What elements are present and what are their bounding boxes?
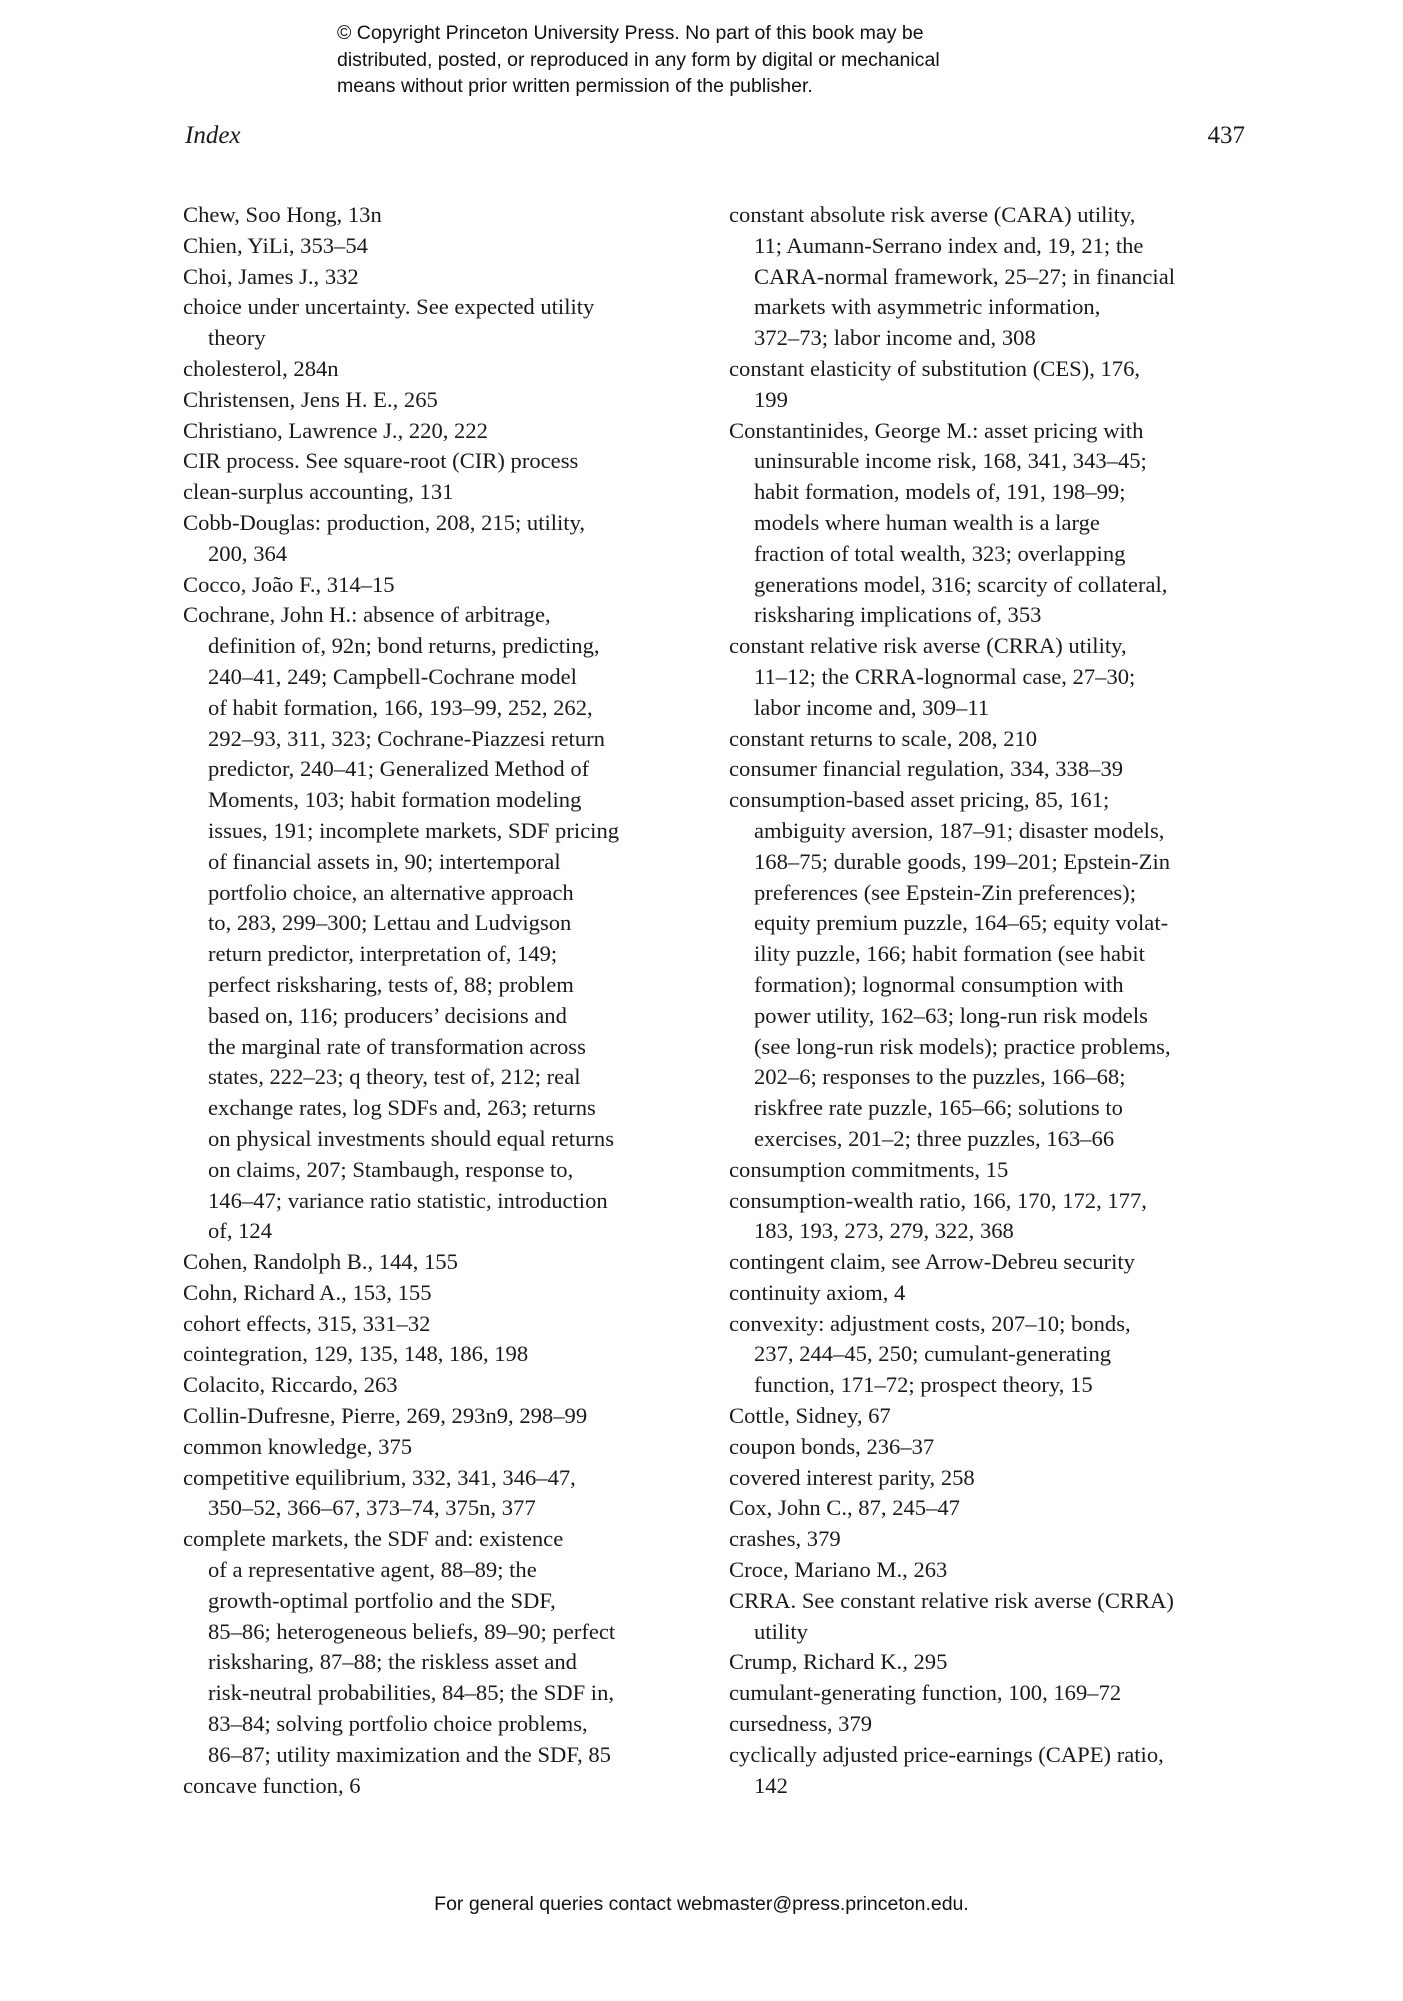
index-entry-continuation: (see long-run risk models); practice problems, — [754, 1033, 1171, 1059]
index-entry-continuation: preferences (see Epstein-Zin preferences); — [754, 879, 1136, 905]
index-entry: Christensen, Jens H. E., 265 — [183, 386, 438, 412]
page-number: 437 — [1207, 122, 1245, 149]
index-entry: Collin-Dufresne, Pierre, 269, 293n9, 298–99 — [183, 1403, 588, 1429]
index-entry-continuation: to, 283, 299–300; Lettau and Ludvigson — [208, 910, 572, 936]
index-entry-continuation: 85–86; heterogeneous beliefs, 89–90; perfect — [208, 1618, 616, 1644]
index-entry-continuation: of, 124 — [208, 1218, 273, 1244]
index-entry: continuity axiom, 4 — [729, 1279, 906, 1305]
index-entry: Choi, James J., 332 — [183, 263, 359, 289]
index-entry: Cottle, Sidney, 67 — [729, 1403, 891, 1429]
index-entry: cohort effects, 315, 331–32 — [183, 1310, 431, 1336]
index-entry: clean-surplus accounting, 131 — [183, 479, 454, 505]
index-entry-continuation: 202–6; responses to the puzzles, 166–68; — [754, 1064, 1126, 1090]
index-entry-continuation: 86–87; utility maximization and the SDF, 85 — [208, 1741, 611, 1767]
index-entry: Cohn, Richard A., 153, 155 — [183, 1279, 432, 1305]
index-entry-continuation: 142 — [754, 1772, 788, 1798]
index-entry-continuation: risksharing, 87–88; the riskless asset and — [208, 1649, 577, 1675]
index-entry-continuation: 146–47; variance ratio statistic, introduction — [208, 1187, 608, 1213]
index-entry-continuation: habit formation, models of, 191, 198–99; — [754, 479, 1126, 505]
index-entry-continuation: riskfree rate puzzle, 165–66; solutions to — [754, 1095, 1123, 1121]
copyright-line: distributed, posted, or reproduced in any form by digital or mechanical — [337, 48, 940, 71]
index-entry-continuation: growth-optimal portfolio and the SDF, — [208, 1587, 556, 1613]
index-entry-continuation: 350–52, 366–67, 373–74, 375n, 377 — [208, 1495, 536, 1521]
index-entry-continuation: ility puzzle, 166; habit formation (see habit — [754, 941, 1145, 967]
index-entry-continuation: formation); lognormal consumption with — [754, 971, 1124, 997]
index-entry-continuation: return predictor, interpretation of, 149; — [208, 941, 558, 967]
index-entry-continuation: 200, 364 — [208, 540, 288, 566]
index-entry: Chien, YiLi, 353–54 — [183, 232, 368, 258]
index-entry: cursedness, 379 — [729, 1711, 873, 1737]
index-entry-continuation: predictor, 240–41; Generalized Method of — [208, 756, 590, 782]
index-entry-continuation: 372–73; labor income and, 308 — [754, 325, 1036, 351]
running-head-title: Index — [185, 122, 241, 149]
index-entry: Cocco, João F., 314–15 — [183, 571, 395, 597]
index-entry: competitive equilibrium, 332, 341, 346–47, — [183, 1464, 576, 1490]
index-entry: Christiano, Lawrence J., 220, 222 — [183, 417, 488, 443]
index-entry-continuation: CARA-normal framework, 25–27; in financial — [754, 263, 1176, 289]
index-entry-continuation: risk-neutral probabilities, 84–85; the SDF in, — [208, 1680, 615, 1706]
index-entry: consumption-based asset pricing, 85, 161; — [729, 787, 1110, 813]
index-entry: consumption commitments, 15 — [729, 1156, 1009, 1182]
index-entry: covered interest parity, 258 — [729, 1464, 975, 1490]
copyright-line: © Copyright Princeton University Press. No part of this book may be — [337, 22, 924, 44]
index-entry-continuation: perfect risksharing, tests of, 88; problem — [208, 971, 574, 997]
index-entry: constant relative risk averse (CRRA) utility, — [729, 633, 1127, 659]
index-entry-continuation: of a representative agent, 88–89; the — [208, 1557, 537, 1583]
index-entry-continuation: on claims, 207; Stambaugh, response to, — [208, 1156, 574, 1182]
index-entry-continuation: utility — [754, 1618, 808, 1644]
index-entry-continuation: function, 171–72; prospect theory, 15 — [754, 1372, 1093, 1398]
index-entry: complete markets, the SDF and: existence — [183, 1526, 564, 1552]
index-entry-continuation: equity premium puzzle, 164–65; equity volat- — [754, 910, 1169, 936]
index-entry: Croce, Mariano M., 263 — [729, 1557, 948, 1583]
index-entry: coupon bonds, 236–37 — [729, 1433, 935, 1459]
index-entry: convexity: adjustment costs, 207–10; bonds, — [729, 1310, 1131, 1336]
index-entry-continuation: on physical investments should equal returns — [208, 1125, 614, 1151]
index-entry-continuation: theory — [208, 325, 266, 351]
index-entry-continuation: 292–93, 311, 323; Cochrane-Piazzesi return — [208, 725, 605, 751]
copyright-notice — [337, 20, 1097, 100]
footer-contact: For general queries contact webmaster@press.princeton.edu. — [434, 1893, 969, 1915]
index-entry: common knowledge, 375 — [183, 1433, 413, 1459]
index-entry: CIR process. See square-root (CIR) process — [183, 448, 579, 474]
index-entry: concave function, 6 — [183, 1772, 361, 1798]
index-entry: cumulant-generating function, 100, 169–72 — [729, 1680, 1122, 1706]
index-entry: choice under uncertainty. See expected utility — [183, 294, 595, 320]
index-entry: Colacito, Riccardo, 263 — [183, 1372, 398, 1398]
index-entry: Cox, John C., 87, 245–47 — [729, 1495, 960, 1521]
index-entry: constant absolute risk averse (CARA) utility, — [729, 202, 1136, 227]
index-entry: Constantinides, George M.: asset pricing with — [729, 417, 1144, 443]
index-entry-continuation: fraction of total wealth, 323; overlapping — [754, 540, 1126, 566]
index-entry: Chew, Soo Hong, 13n — [183, 202, 382, 227]
index-entry-continuation: 237, 244–45, 250; cumulant-generating — [754, 1341, 1112, 1367]
index-entry-continuation: 240–41, 249; Campbell-Cochrane model — [208, 663, 577, 689]
index-entry-continuation: Moments, 103; habit formation modeling — [208, 787, 582, 813]
index-entry-continuation: the marginal rate of transformation across — [208, 1033, 586, 1059]
index-entry: crashes, 379 — [729, 1526, 841, 1552]
index-entry-continuation: 11–12; the CRRA-lognormal case, 27–30; — [754, 663, 1136, 689]
index-entry-continuation: 168–75; durable goods, 199–201; Epstein-Zin — [754, 848, 1171, 874]
index-entry-continuation: generations model, 316; scarcity of collateral, — [754, 571, 1168, 597]
index-entry: consumer financial regulation, 334, 338–39 — [729, 756, 1124, 782]
index-entry: cholesterol, 284n — [183, 355, 339, 381]
index-entry: Cobb-Douglas: production, 208, 215; utility, — [183, 509, 586, 535]
index-column-left — [183, 200, 711, 1801]
index-entry-continuation: 83–84; solving portfolio choice problems, — [208, 1711, 588, 1737]
index-entry: Cochrane, John H.: absence of arbitrage, — [183, 602, 551, 628]
index-column-right — [729, 200, 1249, 1801]
index-entry-continuation: markets with asymmetric information, — [754, 294, 1101, 320]
index-entry-continuation: risksharing implications of, 353 — [754, 602, 1042, 628]
index-entry-continuation: power utility, 162–63; long-run risk models — [754, 1002, 1148, 1028]
index-entry-continuation: 183, 193, 273, 279, 322, 368 — [754, 1218, 1014, 1244]
index-entry-continuation: 11; Aumann-Serrano index and, 19, 21; the — [754, 232, 1144, 258]
index-entry: contingent claim, see Arrow-Debreu security — [729, 1249, 1135, 1275]
index-entry-continuation: ambiguity aversion, 187–91; disaster models, — [754, 817, 1165, 843]
index-entry: constant elasticity of substitution (CES), 176, — [729, 355, 1141, 381]
index-entry-continuation: of financial assets in, 90; intertemporal — [208, 848, 561, 874]
index-entry-continuation: based on, 116; producers’ decisions and — [208, 1002, 567, 1028]
index-entry-continuation: 199 — [754, 386, 788, 412]
index-entry: cointegration, 129, 135, 148, 186, 198 — [183, 1341, 529, 1367]
index-entry-continuation: issues, 191; incomplete markets, SDF pricing — [208, 817, 620, 843]
index-entry: cyclically adjusted price-earnings (CAPE) ratio, — [729, 1741, 1164, 1767]
index-entry: Cohen, Randolph B., 144, 155 — [183, 1249, 458, 1275]
index-entry-continuation: definition of, 92n; bond returns, predicting, — [208, 633, 600, 659]
index-entry-continuation: portfolio choice, an alternative approach — [208, 879, 574, 905]
index-entry-continuation: of habit formation, 166, 193–99, 252, 262, — [208, 694, 593, 720]
index-entry: constant returns to scale, 208, 210 — [729, 725, 1038, 751]
copyright-line: means without prior written permission of the publisher. — [337, 75, 813, 97]
index-entry-continuation: exercises, 201–2; three puzzles, 163–66 — [754, 1125, 1115, 1151]
index-entry-continuation: states, 222–23; q theory, test of, 212; real — [208, 1064, 581, 1090]
index-entry: Crump, Richard K., 295 — [729, 1649, 948, 1675]
index-entry: consumption-wealth ratio, 166, 170, 172, 177, — [729, 1187, 1147, 1213]
index-entry-continuation: labor income and, 309–11 — [754, 694, 990, 720]
index-entry-continuation: uninsurable income risk, 168, 341, 343–45; — [754, 448, 1147, 474]
index-entry: CRRA. See constant relative risk averse (CRRA) — [729, 1587, 1174, 1613]
index-entry-continuation: exchange rates, log SDFs and, 263; returns — [208, 1095, 596, 1121]
index-entry-continuation: models where human wealth is a large — [754, 509, 1100, 535]
